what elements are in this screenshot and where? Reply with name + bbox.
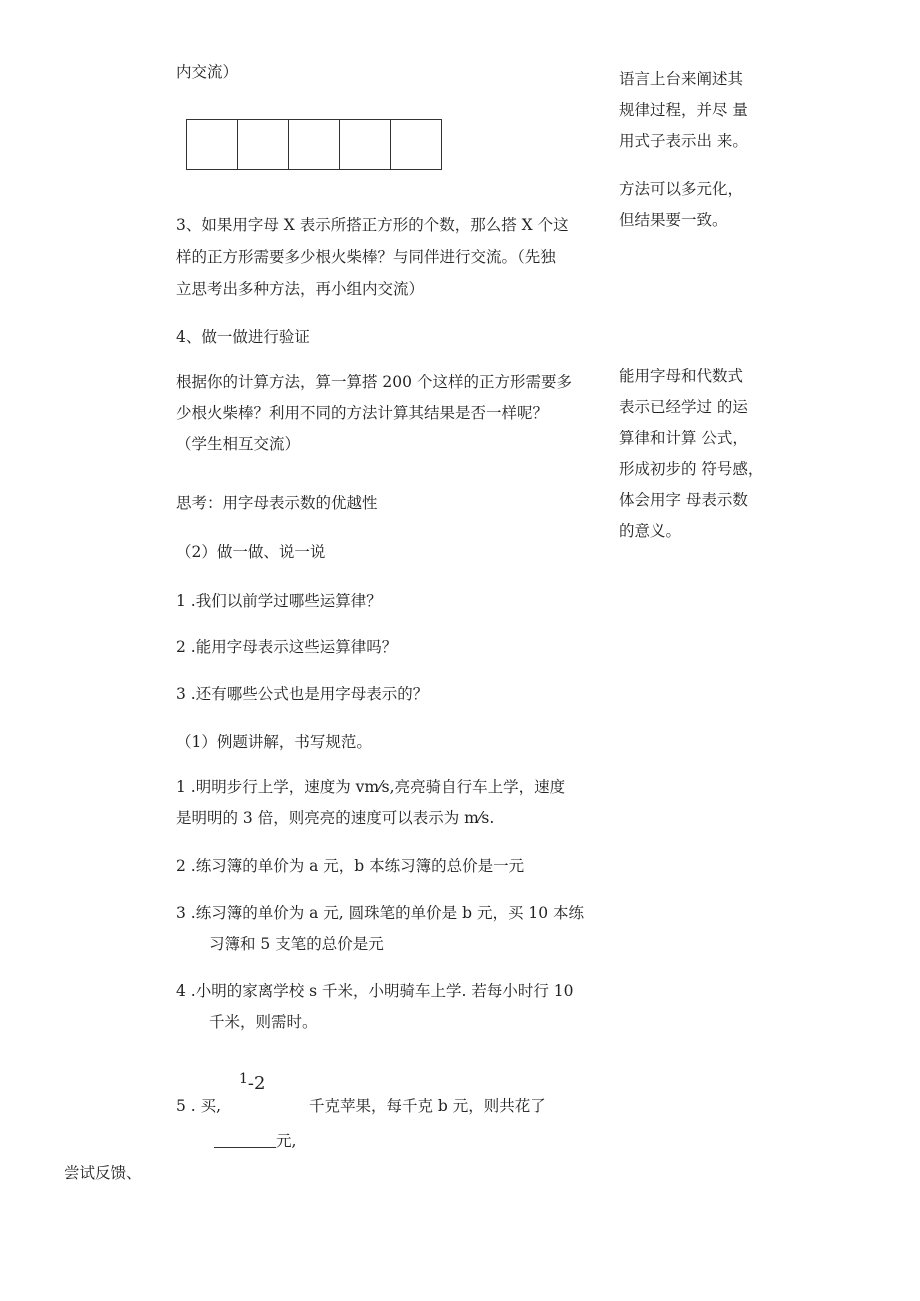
side-note-line: 表示已经学过 的运	[619, 398, 748, 416]
square-box	[237, 119, 289, 170]
fraction-superscript: 1	[239, 1071, 248, 1087]
side-note-3	[619, 361, 784, 547]
q3-line-1: 3、如果用字母 X 表示所搭正方形的个数，那么搭 X 个这	[176, 216, 569, 234]
side-note-line: 用式子表示出 来。	[619, 132, 748, 150]
side-note-line: 能用字母和代数式	[619, 367, 744, 385]
side-note-line: 方法可以多元化，	[619, 180, 744, 198]
example-4-line-1: 4 .小明的家离学校 s 千米，小明骑车上学. 若每小时行 10	[176, 982, 574, 1000]
square-box	[390, 119, 442, 170]
q4-line-2: 少根火柴棒？利用不同的方法计算其结果是否一样呢？	[176, 404, 549, 422]
side-note-2	[619, 174, 784, 236]
q4-title: 4、做一做进行验证	[176, 328, 310, 346]
section-2-item-2: 2 .能用字母表示这些运算律吗？	[176, 638, 398, 656]
square-box	[339, 119, 391, 170]
fraction-denominator: -2	[247, 1073, 266, 1094]
side-note-line: 语言上台来阐述其	[619, 70, 744, 88]
section-1-title: （1）例题讲解，书写规范。	[176, 733, 372, 751]
section-2-item-1: 1 .我们以前学过哪些运算律？	[176, 592, 382, 610]
q3-line-3: 立思考出多种方法，再小组内交流）	[176, 280, 425, 298]
example-3-line-1: 3 .练习簿的单价为 a 元, 圆珠笔的单价是 b 元，买 10 本练	[176, 904, 585, 922]
side-note-line: 但结果要一致。	[619, 211, 728, 229]
example-5-text: 千克苹果，每千克 b 元，则共花了	[309, 1097, 546, 1115]
example-5-answer	[214, 1131, 296, 1151]
q3-line-2: 样的正方形需要多少根火柴棒？与同伴进行交流。（先独	[176, 248, 556, 266]
side-note-line: 形成初步的 符号感，	[619, 460, 764, 478]
section-2-item-3: 3 .还有哪些公式也是用字母表示的？	[176, 685, 429, 703]
example-1-line-2: 是明明的 3 倍，则亮亮的速度可以表示为 m⁄s.	[176, 809, 495, 827]
example-3-line-2: 习簿和 5 支笔的总价是元	[209, 935, 384, 953]
section-label-feedback: 尝试反馈、	[64, 1164, 142, 1182]
q4-line-1: 根据你的计算方法，算一算搭 200 个这样的正方形需要多	[176, 373, 572, 391]
answer-blank	[214, 1133, 276, 1148]
side-note-line: 体会用字 母表示数	[619, 491, 748, 509]
square-box	[288, 119, 340, 170]
think-line: 思考：用字母表示数的优越性	[176, 494, 378, 512]
answer-suffix: 元,	[276, 1132, 297, 1150]
example-5-fraction	[239, 1069, 265, 1094]
side-note-line: 规律过程，并尽 量	[619, 101, 748, 119]
section-2-title: （2）做一做、说一说	[176, 543, 326, 561]
example-2: 2 .练习簿的单价为 a 元，b 本练习簿的总价是一元	[176, 857, 525, 875]
q4-line-3: （学生相互交流）	[176, 435, 301, 453]
side-note-1	[619, 64, 784, 157]
intro-line: 内交流）	[176, 63, 239, 81]
matchstick-squares-diagram	[186, 119, 442, 170]
example-1-line-1: 1 .明明步行上学，速度为 vm⁄s,亮亮骑自行车上学，速度	[176, 778, 566, 796]
side-note-line: 算律和计算 公式，	[619, 429, 748, 447]
side-note-line: 的意义。	[619, 522, 682, 540]
square-box	[186, 119, 238, 170]
example-5-prefix: 5 . 买,	[176, 1097, 222, 1115]
example-4-line-2: 千米，则需时。	[209, 1013, 318, 1031]
